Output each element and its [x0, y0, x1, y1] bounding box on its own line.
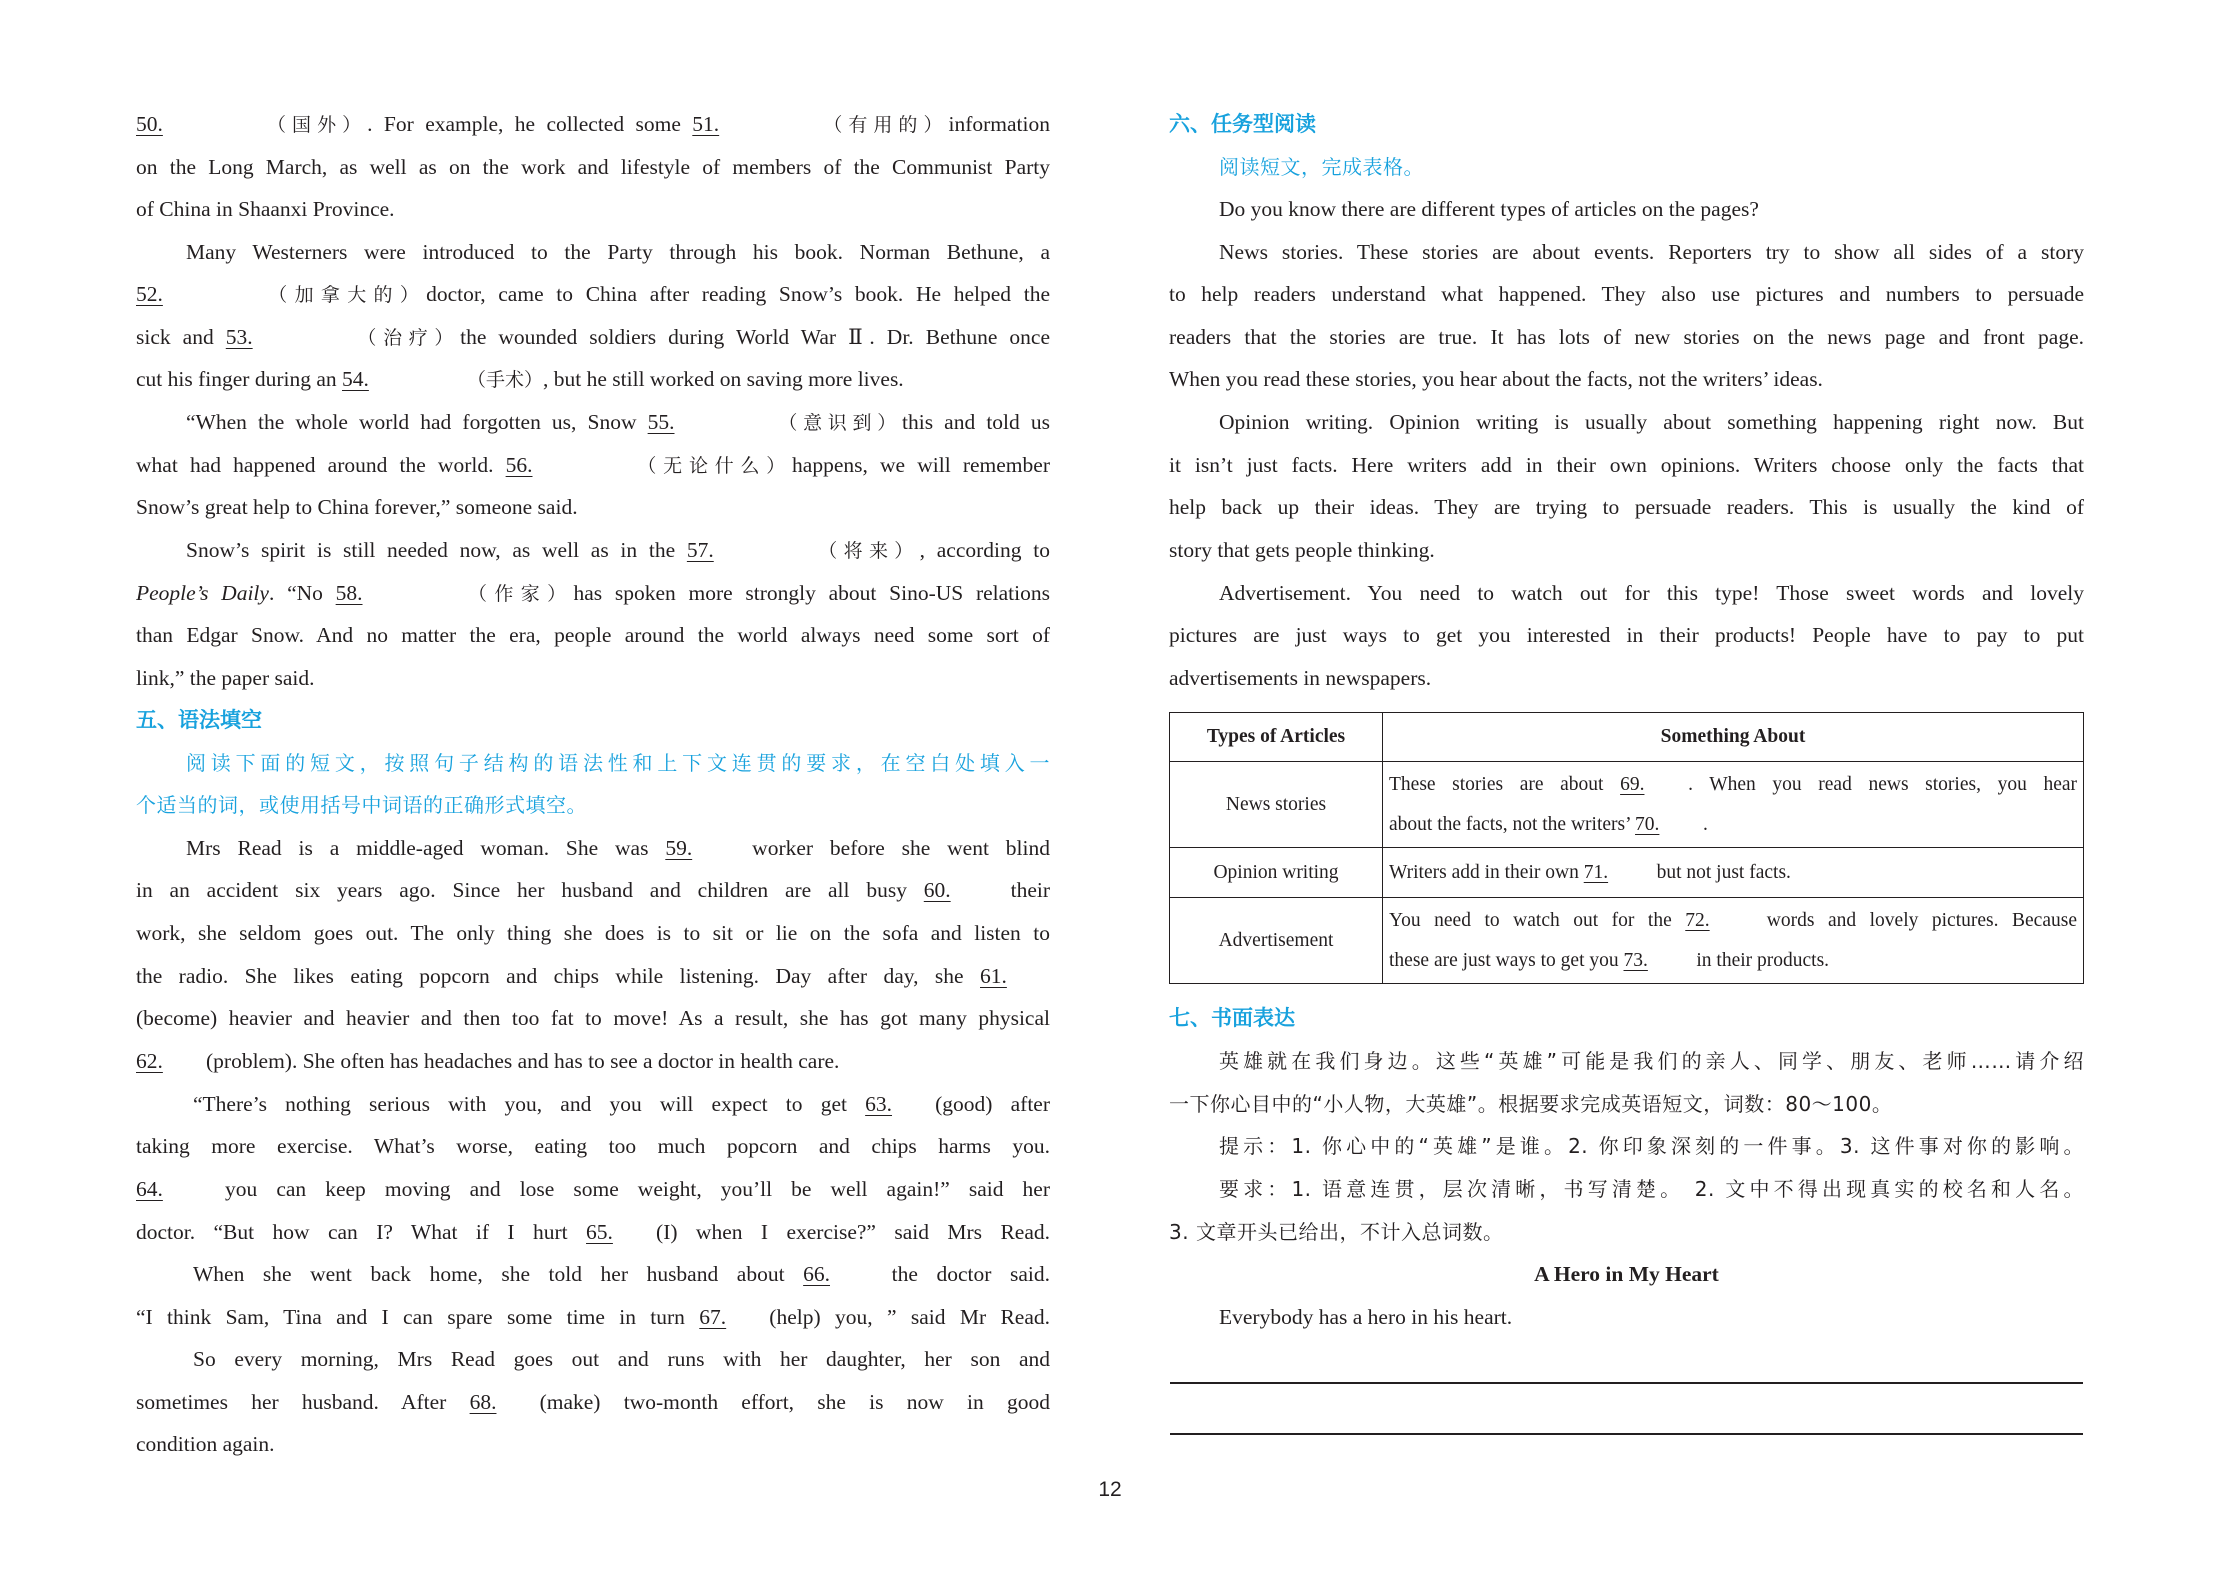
text-line	[136, 358, 1050, 400]
text: , according to	[919, 538, 1050, 562]
hint-cn: （治疗）	[350, 327, 461, 349]
text-line	[136, 1168, 1050, 1210]
text: cut his finger during an	[136, 367, 342, 391]
text-line: News stories. These stories are about events. Reporters try to show all sides of a story	[1219, 240, 2084, 264]
text: “There’s nothing serious with you, and you will expect to get	[193, 1092, 866, 1116]
text: . When you read news stories, you hear	[1688, 773, 2077, 795]
text-line	[136, 955, 1050, 997]
text: the wounded soldiers during World War Ⅱ. Dr. Bethune once	[460, 325, 1050, 349]
text: (make) two-month effort, she is now in good	[539, 1390, 1050, 1414]
text-line: work, she seldom goes out. The only thing she does is to sit or lie on the sofa and listen to	[136, 921, 1050, 945]
text-line	[136, 1040, 1050, 1082]
table-header-row	[1170, 713, 2084, 762]
instruction-text: 个适当的词，或使用括号中词语的正确形式填空。	[136, 793, 587, 817]
blank-73[interactable]: 73.	[1623, 949, 1648, 971]
article-description	[1383, 898, 2084, 984]
publication-name: People’s Daily	[136, 581, 269, 605]
writing-line[interactable]	[1170, 1382, 2083, 1384]
article-type: Advertisement	[1170, 898, 1383, 984]
blank-52[interactable]: 52.	[136, 282, 163, 306]
text: “When the whole world had forgotten us, Snow	[186, 410, 648, 434]
text-line	[136, 273, 1050, 315]
task-table	[1169, 712, 2084, 984]
text-line	[136, 316, 1050, 358]
hint-cn: （有用的）	[817, 114, 949, 136]
blank-65[interactable]: 65.	[586, 1220, 613, 1244]
column-header: Something About	[1383, 713, 2084, 762]
article-type: News stories	[1170, 762, 1383, 848]
text: , but he still worked on saving more lives.	[543, 367, 904, 391]
text-line: When you read these stories, you hear about the facts, not the writers’ ideas.	[1169, 367, 1823, 391]
text-line: Many Westerners were introduced to the Party through his book. Norman Bethune, a	[186, 240, 1050, 264]
blank-57[interactable]: 57.	[686, 538, 714, 562]
text-line: it isn’t just facts. Here writers add in their own opinions. Writers choose only the facts that	[1169, 453, 2084, 477]
text: their	[993, 878, 1050, 902]
text: but not just facts.	[1651, 861, 1791, 883]
text: (good) after	[935, 1092, 1050, 1116]
text: in an accident six years ago. Since her husband and children are all busy	[136, 878, 924, 902]
prompt-text: 一下你心目中的“小人物，大英雄”。根据要求完成英语短文，词数：80～100。	[1169, 1092, 1893, 1116]
blank-71[interactable]: 71.	[1583, 861, 1609, 883]
text-line	[136, 869, 1050, 911]
table-row	[1170, 762, 2084, 848]
blank-67[interactable]: 67.	[699, 1305, 727, 1329]
text: information	[948, 112, 1050, 136]
text: these are just ways to get you	[1389, 949, 1624, 971]
blank-63[interactable]: 63.	[865, 1092, 893, 1116]
blank-59[interactable]: 59.	[665, 836, 693, 860]
hint-cn: （无论什么）	[630, 455, 793, 477]
text-line: than Edgar Snow. And no matter the era, people around the world always need some sort of	[136, 623, 1050, 647]
text-line: condition again.	[136, 1432, 275, 1456]
blank-64[interactable]: 64.	[136, 1177, 163, 1201]
blank-58[interactable]: 58.	[335, 581, 363, 605]
hint-cn: （国外）	[261, 114, 368, 136]
text: (help) you, ” said Mr Read.	[769, 1305, 1050, 1329]
essay-title: A Hero in My Heart	[1534, 1262, 1719, 1286]
blank-70[interactable]: 70.	[1635, 813, 1660, 835]
requirement-text: 3. 文章开头已给出，不计入总词数。	[1169, 1220, 1504, 1244]
text-line: Advertisement. You need to watch out for this type! Those sweet words and lovely	[1219, 581, 2084, 605]
section-heading: 五、语法填空	[136, 708, 262, 732]
text: . “No	[268, 581, 336, 605]
text: this and told us	[902, 410, 1050, 434]
blank-61[interactable]: 61.	[980, 964, 1007, 988]
text-line	[136, 1253, 1050, 1295]
article-type: Opinion writing	[1170, 848, 1383, 898]
column-header: Types of Articles	[1170, 713, 1383, 762]
text: sometimes her husband. After	[136, 1390, 470, 1414]
table-row	[1170, 898, 2084, 984]
text: Mrs Read is a middle-aged woman. She was	[186, 836, 666, 860]
text: (problem). She often has headaches and has to see a doctor in health care.	[206, 1049, 840, 1073]
text-line	[136, 529, 1050, 571]
instruction-text: 阅读下面的短文，按照句子结构的语法性和上下文连贯的要求，在空白处填入一	[186, 751, 1050, 775]
blank-60[interactable]: 60.	[923, 878, 951, 902]
text-line: advertisements in newspapers.	[1169, 666, 1432, 690]
prompt-text: 英雄就在我们身边。这些“英雄”可能是我们的亲人、同学、朋友、老师……请介绍	[1219, 1049, 2084, 1073]
blank-51[interactable]: 51.	[692, 112, 720, 136]
text: sick and	[136, 325, 226, 349]
text: . For example, he collected some	[367, 112, 693, 136]
text: the doctor said.	[873, 1262, 1050, 1286]
section-heading: 七、书面表达	[1169, 1006, 1295, 1030]
table-row	[1170, 848, 2084, 898]
text-line: on the Long March, as well as on the work and lifestyle of members of the Communist Party	[136, 155, 1050, 179]
text: happens, we will remember	[792, 453, 1050, 477]
text: Snow’s spirit is still needed now, as well as in the	[186, 538, 687, 562]
text-line: Snow’s great help to China forever,” someone said.	[136, 495, 578, 519]
text-line: readers that the stories are true. It has lots of new stories on the news page and front page.	[1169, 325, 2084, 349]
text: These stories are about	[1389, 773, 1621, 795]
article-description	[1383, 848, 2084, 898]
hint-text: 提示：1. 你心中的“英雄”是谁。2. 你印象深刻的一件事。3. 这件事对你的影响。	[1219, 1134, 2084, 1158]
blank-53[interactable]: 53.	[225, 325, 253, 349]
text-line: pictures are just ways to get you interested in their products! People have to pay to put	[1169, 623, 2084, 647]
text-line: Opinion writing. Opinion writing is usually about something happening right now. But	[1219, 410, 2084, 434]
blank-68[interactable]: 68.	[469, 1390, 497, 1414]
blank-54[interactable]: 54.	[342, 367, 369, 391]
blank-66[interactable]: 66.	[803, 1262, 830, 1286]
text: doctor. “But how can I? What if I hurt	[136, 1220, 587, 1244]
hint-cn: （手术）	[467, 369, 544, 391]
text: worker before she went blind	[735, 836, 1050, 860]
text: what had happened around the world.	[136, 453, 506, 477]
blank-56[interactable]: 56.	[505, 453, 533, 477]
text: You need to watch out for the	[1389, 909, 1686, 931]
text-line	[136, 1083, 1050, 1125]
writing-line[interactable]	[1170, 1433, 2083, 1435]
text-line	[136, 444, 1050, 486]
text: “I think Sam, Tina and I can spare some time in turn	[136, 1305, 700, 1329]
text: Writers add in their own	[1389, 861, 1584, 883]
blank-69[interactable]: 69.	[1620, 773, 1645, 795]
text: you can keep moving and lose some weight, you’ll be well again!” said her	[206, 1177, 1050, 1201]
blank-62[interactable]: 62.	[136, 1049, 163, 1073]
hint-cn: （加拿大的）	[261, 284, 427, 306]
text-line	[136, 572, 1050, 614]
text-line: (become) heavier and heavier and then too fat to move! As a result, she has got many physical	[136, 1006, 1050, 1030]
hint-cn: （将来）	[811, 540, 920, 562]
text: about the facts, not the writers’	[1389, 813, 1636, 835]
hint-cn: （意识到）	[772, 412, 902, 434]
text-line: of China in Shaanxi Province.	[136, 197, 395, 221]
text: words and lovely pictures. Because	[1753, 909, 2077, 931]
text-line	[136, 1296, 1050, 1338]
text: .	[1703, 813, 1708, 835]
text: (I) when I exercise?” said Mrs Read.	[656, 1220, 1050, 1244]
text-line: Do you know there are different types of articles on the pages?	[1219, 197, 1759, 221]
text-line: story that gets people thinking.	[1169, 538, 1435, 562]
blank-55[interactable]: 55.	[647, 410, 675, 434]
text-line	[136, 1381, 1050, 1423]
text: has spoken more strongly about Sino-US relations	[573, 581, 1050, 605]
page-number: 12	[1098, 1478, 1122, 1501]
text: doctor, came to China after reading Snow’s book. He helped the	[426, 282, 1050, 306]
text-line	[136, 827, 1050, 869]
text-line: to help readers understand what happened. They also use pictures and numbers to persuade	[1169, 282, 2084, 306]
instruction-text: 阅读短文，完成表格。	[1219, 155, 1424, 179]
section-heading: 六、任务型阅读	[1169, 112, 1316, 136]
text-line: link,” the paper said.	[136, 666, 315, 690]
article-description	[1383, 762, 2084, 848]
text-line	[136, 401, 1050, 443]
text-line: taking more exercise. What’s worse, eating too much popcorn and chips harms you.	[136, 1134, 1050, 1158]
text-line	[136, 103, 1050, 145]
text-line: help back up their ideas. They are trying to persuade readers. This is usually the kind of	[1169, 495, 2084, 519]
text-line: So every morning, Mrs Read goes out and runs with her daughter, her son and	[193, 1347, 1050, 1371]
essay-opening: Everybody has a hero in his heart.	[1219, 1305, 1513, 1329]
requirement-text: 要求：1. 语意连贯，层次清晰，书写清楚。 2. 文中不得出现真实的校名和人名。	[1219, 1177, 2084, 1201]
text: the radio. She likes eating popcorn and chips while listening. Day after day, she	[136, 964, 980, 988]
blank-72[interactable]: 72.	[1685, 909, 1710, 931]
text: When she went back home, she told her husband about	[193, 1262, 804, 1286]
text-line	[136, 1211, 1050, 1253]
hint-cn: （作家）	[460, 583, 574, 605]
blank-50[interactable]: 50.	[136, 112, 163, 136]
text: in their products.	[1691, 949, 1830, 971]
